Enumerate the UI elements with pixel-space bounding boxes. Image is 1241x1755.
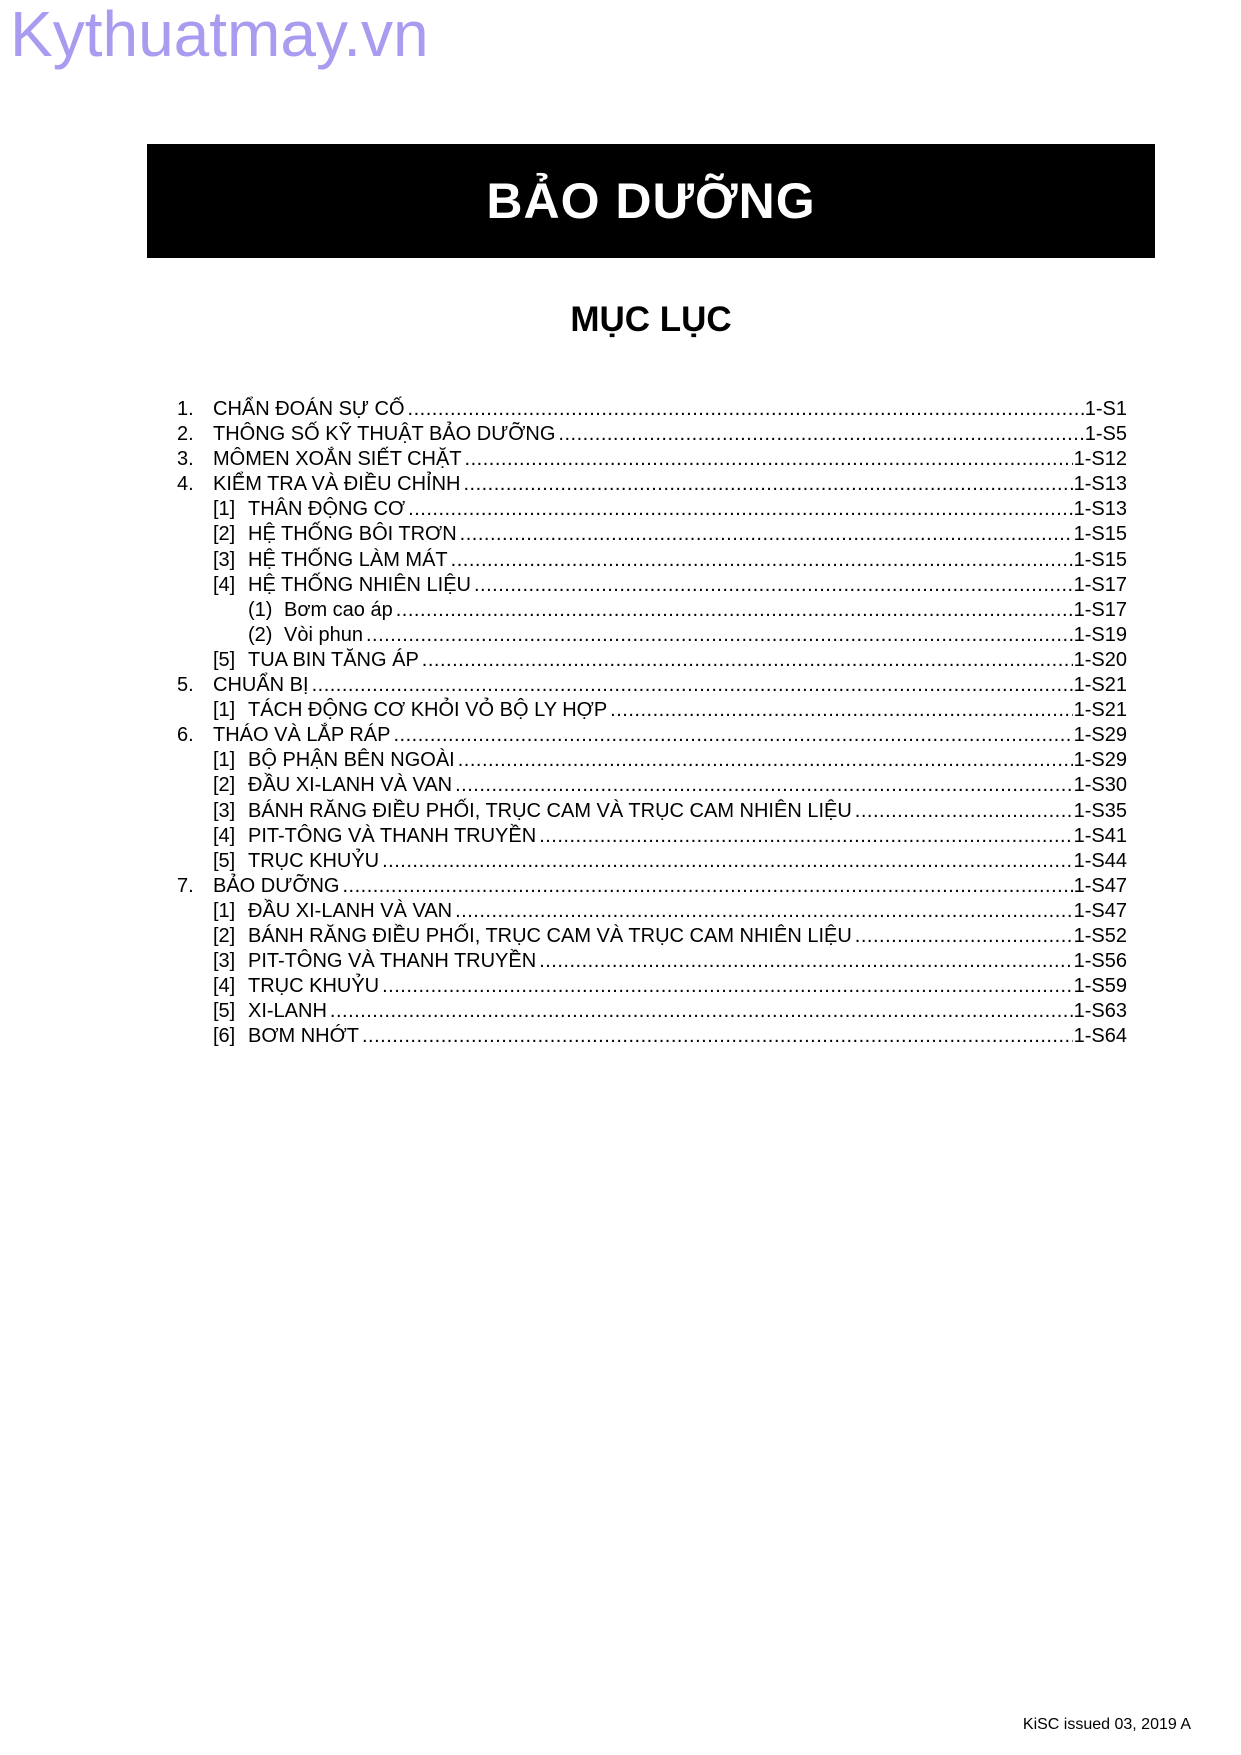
toc-entry-number: 3. — [177, 448, 194, 471]
toc-entry[interactable] — [177, 924, 1127, 949]
toc-entry[interactable] — [177, 548, 1127, 573]
toc-entry-number: [2] — [213, 924, 236, 947]
table-of-contents — [177, 397, 1127, 1049]
toc-entry-number: 2. — [177, 423, 194, 446]
toc-entry-page: 1-S15 — [1073, 548, 1127, 571]
watermark-logo-text: Kythuatmay.vn — [10, 0, 429, 70]
toc-entry[interactable] — [177, 447, 1127, 472]
toc-entry-page: 1-S64 — [1073, 1025, 1127, 1048]
toc-entry-label: Vòi phun — [284, 623, 363, 646]
toc-dot-leader — [460, 522, 1073, 547]
toc-entry-number: 7. — [177, 874, 194, 897]
toc-entry-number: [4] — [213, 975, 236, 998]
toc-entry-number: [5] — [213, 849, 236, 872]
toc-entry-number: [1] — [213, 749, 236, 772]
toc-entry-page: 1-S59 — [1073, 975, 1127, 998]
toc-entry-page: 1-S5 — [1084, 423, 1127, 446]
toc-entry[interactable] — [177, 673, 1127, 698]
toc-entry-label: HỆ THỐNG BÔI TRƠN — [248, 523, 457, 546]
toc-entry[interactable] — [177, 522, 1127, 547]
toc-entry[interactable] — [177, 1024, 1127, 1049]
toc-entry-label: THÂN ĐỘNG CƠ — [248, 498, 406, 521]
toc-entry-number: [2] — [213, 774, 236, 797]
toc-entry-number: [4] — [213, 824, 236, 847]
toc-entry[interactable] — [177, 472, 1127, 497]
toc-entry-label: HỆ THỐNG NHIÊN LIỆU — [248, 573, 471, 596]
toc-entry-number: [4] — [213, 573, 236, 596]
toc-entry[interactable] — [177, 648, 1127, 673]
toc-entry-label: PIT-TÔNG VÀ THANH TRUYỀN — [248, 950, 537, 973]
toc-dot-leader — [539, 949, 1072, 974]
page-title: BẢO DƯỠNG — [486, 173, 816, 229]
toc-entry-page: 1-S20 — [1073, 648, 1127, 671]
toc-entry[interactable] — [177, 874, 1127, 899]
toc-entry-number: [5] — [213, 1000, 236, 1023]
toc-entry[interactable] — [177, 824, 1127, 849]
toc-entry[interactable] — [177, 573, 1127, 598]
toc-entry-page: 1-S17 — [1073, 573, 1127, 596]
toc-entry-label: BƠM NHỚT — [248, 1025, 359, 1048]
toc-entry-label: CHUẨN BỊ — [213, 674, 309, 697]
toc-entry-page: 1-S1 — [1084, 398, 1127, 420]
toc-entry-label: KIỂM TRA VÀ ĐIỀU CHỈNH — [213, 473, 461, 496]
toc-dot-leader — [408, 397, 1084, 422]
toc-dot-leader — [422, 648, 1073, 673]
toc-entry[interactable] — [177, 899, 1127, 924]
toc-entry[interactable] — [177, 974, 1127, 999]
toc-entry-label: HỆ THỐNG LÀM MÁT — [248, 548, 448, 571]
toc-entry[interactable] — [177, 422, 1127, 447]
toc-dot-leader — [455, 899, 1073, 924]
toc-entry-number: [1] — [213, 498, 236, 521]
toc-dot-leader — [474, 573, 1073, 598]
toc-dot-leader — [558, 422, 1083, 447]
toc-entry-page: 1-S17 — [1073, 598, 1127, 621]
toc-heading: MỤC LỤC — [570, 300, 732, 339]
toc-dot-leader — [366, 623, 1073, 648]
toc-entry-page: 1-S13 — [1073, 473, 1127, 496]
toc-entry-label: ĐẦU XI-LANH VÀ VAN — [248, 899, 453, 922]
toc-entry-page: 1-S56 — [1073, 950, 1127, 973]
toc-entry-label: BẢO DƯỠNG — [213, 874, 340, 897]
toc-entry-page: 1-S15 — [1073, 523, 1127, 546]
toc-entry-label: MÔMEN XOẮN SIẾT CHẶT — [213, 448, 462, 471]
toc-entry[interactable] — [177, 698, 1127, 723]
toc-dot-leader — [396, 598, 1073, 623]
toc-entry[interactable] — [177, 497, 1127, 522]
toc-entry-page: 1-S63 — [1073, 1000, 1127, 1023]
toc-entry-number: [3] — [213, 548, 236, 571]
toc-entry[interactable] — [177, 799, 1127, 824]
toc-entry-label: PIT-TÔNG VÀ THANH TRUYỀN — [248, 824, 537, 847]
toc-entry-number: 1. — [177, 398, 194, 420]
toc-entry-number: 4. — [177, 473, 194, 496]
toc-dot-leader — [855, 924, 1073, 949]
toc-entry-number: [6] — [213, 1025, 236, 1048]
toc-entry[interactable] — [177, 723, 1127, 748]
toc-entry-label: TÁCH ĐỘNG CƠ KHỎI VỎ BỘ LY HỢP — [248, 699, 608, 722]
toc-entry-page: 1-S21 — [1073, 699, 1127, 722]
toc-dot-leader — [342, 874, 1072, 899]
toc-entry-page: 1-S21 — [1073, 674, 1127, 697]
toc-dot-leader — [465, 447, 1073, 472]
toc-entry-page: 1-S19 — [1073, 623, 1127, 646]
toc-entry-label: BÁNH RĂNG ĐIỀU PHỐI, TRỤC CAM VÀ TRỤC CAM NHIÊN LIỆU — [248, 799, 852, 822]
toc-entry-number: [1] — [213, 899, 236, 922]
toc-dot-leader — [312, 673, 1073, 698]
toc-entry-number: 6. — [177, 724, 194, 747]
toc-entry-number: [3] — [213, 950, 236, 973]
toc-entry-label: THÁO VÀ LẮP RÁP — [213, 724, 391, 747]
toc-entry[interactable] — [177, 999, 1127, 1024]
toc-entry-number: (1) — [248, 598, 273, 621]
toc-dot-leader — [458, 748, 1073, 773]
toc-entry-page: 1-S30 — [1073, 774, 1127, 797]
toc-entry-page: 1-S47 — [1073, 874, 1127, 897]
toc-entry[interactable] — [177, 949, 1127, 974]
toc-entry[interactable] — [177, 623, 1127, 648]
toc-dot-leader — [455, 773, 1073, 798]
toc-entry[interactable] — [177, 397, 1127, 422]
toc-entry-page: 1-S41 — [1073, 824, 1127, 847]
toc-entry-page: 1-S52 — [1073, 924, 1127, 947]
toc-entry-label: TRỤC KHUỶU — [248, 849, 380, 872]
toc-entry-page: 1-S35 — [1073, 799, 1127, 822]
toc-entry-label: TRỤC KHUỶU — [248, 975, 380, 998]
toc-entry-label: XI-LANH — [248, 1000, 327, 1023]
toc-entry[interactable] — [177, 849, 1127, 874]
toc-entry-number: 5. — [177, 674, 194, 697]
toc-entry-page: 1-S47 — [1073, 899, 1127, 922]
toc-entry-page: 1-S29 — [1073, 749, 1127, 772]
toc-entry-label: BỘ PHẬN BÊN NGOÀI — [248, 749, 455, 772]
footer-issue-note: KiSC issued 03, 2019 A — [1022, 1716, 1191, 1733]
toc-dot-leader — [382, 849, 1073, 874]
toc-entry-page: 1-S12 — [1073, 448, 1127, 471]
toc-entry-number: [2] — [213, 523, 236, 546]
toc-entry-number: [3] — [213, 799, 236, 822]
toc-dot-leader — [393, 723, 1072, 748]
toc-entry[interactable] — [177, 773, 1127, 798]
toc-entry-label: THÔNG SỐ KỸ THUẬT BẢO DƯỠNG — [213, 423, 556, 446]
toc-entry-number: [5] — [213, 648, 236, 671]
toc-dot-leader — [330, 999, 1073, 1024]
toc-dot-leader — [382, 974, 1073, 999]
toc-entry-label: CHẨN ĐOÁN SỰ CỐ — [213, 398, 405, 420]
toc-entry-number: [1] — [213, 699, 236, 722]
toc-dot-leader — [855, 799, 1073, 824]
toc-entry-label: BÁNH RĂNG ĐIỀU PHỐI, TRỤC CAM VÀ TRỤC CAM NHIÊN LIỆU — [248, 924, 852, 947]
toc-entry-label: Bơm cao áp — [284, 598, 393, 621]
toc-dot-leader — [539, 824, 1072, 849]
toc-entry-number: (2) — [248, 623, 273, 646]
toc-dot-leader — [463, 472, 1072, 497]
toc-entry-page: 1-S13 — [1073, 498, 1127, 521]
toc-entry-label: ĐẦU XI-LANH VÀ VAN — [248, 774, 453, 797]
toc-entry-label: TUA BIN TĂNG ÁP — [248, 648, 419, 671]
toc-entry[interactable] — [177, 598, 1127, 623]
toc-dot-leader — [408, 497, 1072, 522]
toc-dot-leader — [362, 1024, 1073, 1049]
toc-entry[interactable] — [177, 748, 1127, 773]
toc-entry-page: 1-S29 — [1073, 724, 1127, 747]
toc-entry-page: 1-S44 — [1073, 849, 1127, 872]
toc-dot-leader — [610, 698, 1072, 723]
toc-dot-leader — [451, 548, 1073, 573]
title-banner — [147, 144, 1155, 258]
